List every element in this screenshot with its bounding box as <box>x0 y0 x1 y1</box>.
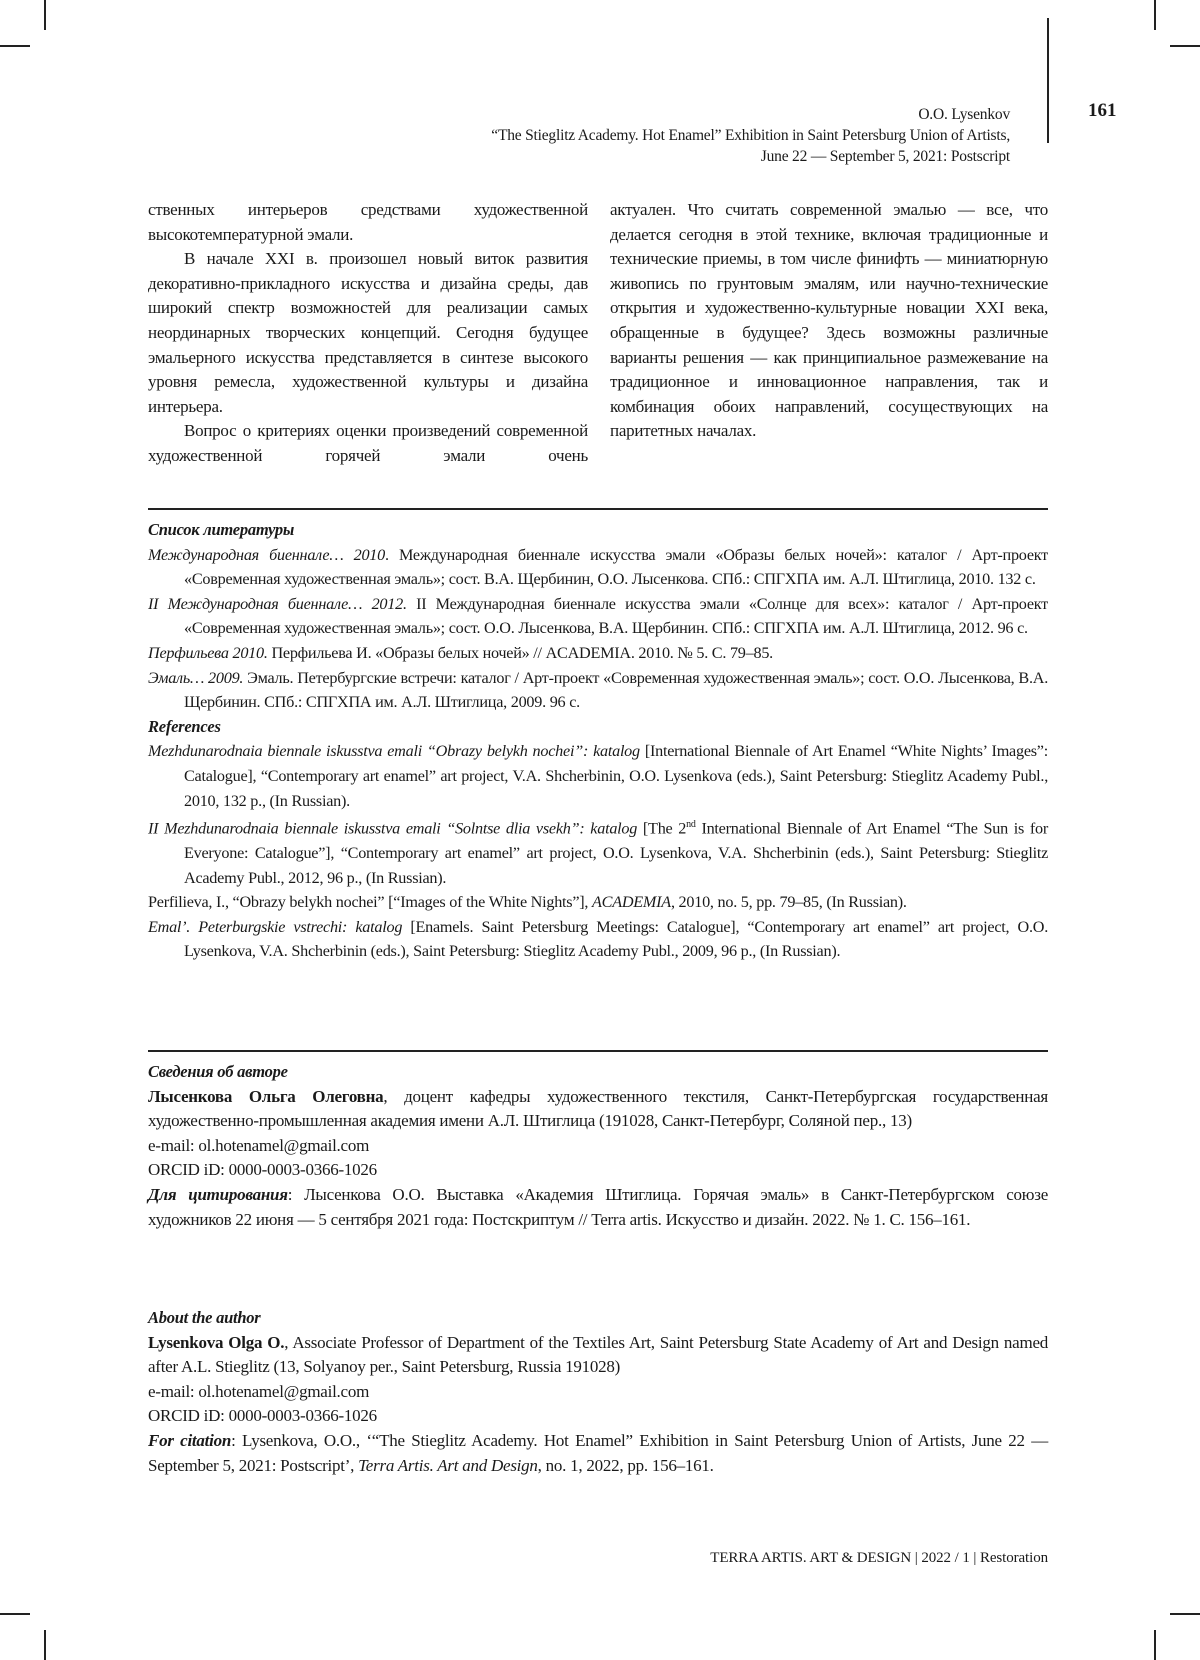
paragraph: ственных интерьеров средствами художественной высокотемпературной эмали. <box>148 198 588 247</box>
ref-title: ACADEMIA <box>592 893 671 911</box>
ref-title: Emal’. Peterburgskie vstrechi: katalog <box>148 918 402 936</box>
author-heading-ru: Сведения об авторе <box>148 1060 1048 1085</box>
author-orcid: ORCID iD: 0000-0003-0366-1026 <box>148 1158 1048 1183</box>
ref-text: [The 2 <box>637 820 686 838</box>
left-column <box>148 198 588 469</box>
citation-ru <box>148 1183 1048 1232</box>
author-orcid: ORCID iD: 0000-0003-0366-1026 <box>148 1404 1048 1429</box>
ref-short: II Международная биеннале… 2012. <box>148 595 407 613</box>
citation-label: For citation <box>148 1431 231 1450</box>
reference-item <box>148 543 1048 592</box>
reference-item <box>148 890 1048 915</box>
ref-sup: nd <box>686 819 696 830</box>
bibliography <box>148 518 1048 964</box>
literature-heading: Список литературы <box>148 518 1048 543</box>
reference-item <box>148 666 1048 715</box>
ref-short: Перфильева 2010. <box>148 644 268 662</box>
crop-mark <box>1170 45 1200 47</box>
ref-short: Эмаль… 2009. <box>148 669 243 687</box>
header-title-line2: June 22 — September 5, 2021: Postscript <box>491 146 1010 167</box>
ref-text: [Enamels. Saint Petersburg Meetings: Catalogue], “Contemporary art enamel” art project, O.O. Lysenkova, V.A. Shcherbinin (eds.), Saint Petersburg: Stieglitz Academy Publ., 2009, 96 p., (In Russian). <box>184 918 1048 961</box>
ref-text: . Международная биеннале искусства эмали «Образы белых ночей»: каталог / Арт-проект «Современная художественная эмаль»; сост. В.А. Щербинин, О.О. Лысенкова. СПб.: СПГХПА им. А.Л. Штиглица, 2010. 132 с. <box>184 546 1048 589</box>
ref-text: Эмаль. Петербургские встречи: каталог / Арт-проект «Современная художественная эмаль»; сост. О.О. Лысенкова, В.А. Щербинин. СПб.: СПГХПА им. А.Л. Штиглица, 2009. 96 с. <box>184 669 1048 712</box>
author-bio-en <box>148 1331 1048 1380</box>
ref-text: Perfilieva, I., “Obrazy belykh nochei” [“Images of the White Nights”], <box>148 893 592 911</box>
references-heading: References <box>148 715 1048 740</box>
section-divider <box>148 1050 1048 1052</box>
header-divider <box>1047 18 1049 143</box>
crop-mark <box>44 0 46 30</box>
author-heading-en: About the author <box>148 1306 1048 1331</box>
citation-text: : Лысенкова О.О. Выставка «Академия Штиглица. Горячая эмаль» в Санкт-Петербургском союзе художников 22 июня — 5 сентября 2021 года: Постскриптум // Terra artis. Искусство и дизайн. 2022. № 1. С. 156–161. <box>148 1185 1048 1229</box>
author-email[interactable]: e-mail: ol.hotenamel@gmail.com <box>148 1134 1048 1159</box>
crop-mark <box>1154 0 1156 30</box>
header-author: O.O. Lysenkov <box>491 104 1010 125</box>
reference-item <box>148 915 1048 964</box>
reference-item <box>148 592 1048 641</box>
reference-item <box>148 641 1048 666</box>
author-name: Лысенкова Ольга Олеговна <box>148 1087 383 1106</box>
right-column <box>610 198 1048 444</box>
running-footer: TERRA ARTIS. ART & DESIGN | 2022 / 1 | Restoration <box>710 1550 1048 1567</box>
crop-mark <box>0 1613 30 1615</box>
section-divider <box>148 508 1048 510</box>
footer-issue: 2022 / 1 <box>921 1550 969 1566</box>
paragraph: В начале XXI в. произошел новый виток развития декоративно-прикладного искусства и дизайна среды, дав широкий спектр возможностей для реализации самых неординарных творческих концепций. Сегодня будущее эмальерного искусства представляется в синтезе высокого уровня ремесла, художественной культуры и дизайна интерьера. <box>148 247 588 419</box>
ref-text: [International Biennale of Art Enamel “White Nights’ Images”: Catalogue], “Contemporary art enamel” art project, V.A. Shcherbinin, O.O. Lysenkova (eds.), Saint Petersburg: Stieglitz Academy Publ., 2010, 132 p., (In Russian). <box>184 742 1048 809</box>
header-title-line1: “The Stieglitz Academy. Hot Enamel” Exhibition in Saint Petersburg Union of Artists, <box>491 125 1010 146</box>
ref-text: International Biennale of Art Enamel “The Sun is for Everyone: Catalogue”], “Contemporary art enamel” art project, O.O. Lysenkova, V.A. Shcherbinin (eds.), Saint Petersburg: Stieglitz Academy Publ., 2012, 96 p., (In Russian). <box>184 820 1048 887</box>
author-info-en <box>148 1306 1048 1478</box>
ref-title: Mezhdunarodnaia biennale iskusstva emali “Obrazy belykh nochei”: katalog <box>148 742 640 760</box>
crop-mark <box>1154 1630 1156 1660</box>
reference-item <box>148 739 1048 813</box>
citation-en <box>148 1429 1048 1478</box>
crop-mark <box>0 45 30 47</box>
paragraph: Вопрос о критериях оценки произведений современной художественной горячей эмали очень <box>148 419 588 468</box>
page-number: 161 <box>1088 100 1117 122</box>
crop-mark <box>1170 1613 1200 1615</box>
author-bio-text: , доцент кафедры художественного текстиля, Санкт-Петербургская государственная художественно-промышленная академия имени А.Л. Штиглица (191028, Санкт-Петербург, Соляной пер., 13) <box>148 1087 1048 1131</box>
ref-text: , 2010, no. 5, pp. 79–85, (In Russian). <box>671 893 907 911</box>
running-header <box>491 104 1010 167</box>
citation-text: : Lysenkova, O.O., ‘“The Stieglitz Academy. Hot Enamel” Exhibition in Saint Petersburg Union of Artists, June 22 — September 5, 2021: Postscript’, <box>148 1431 1048 1475</box>
author-info-ru <box>148 1060 1048 1232</box>
reference-item <box>148 813 1048 890</box>
ref-text: Перфильева И. «Образы белых ночей» // ACADEMIA. 2010. № 5. С. 79–85. <box>268 644 773 662</box>
ref-short: Международная биеннале… 2010 <box>148 546 385 564</box>
author-email[interactable]: e-mail: ol.hotenamel@gmail.com <box>148 1380 1048 1405</box>
citation-label: Для цитирования <box>148 1185 288 1204</box>
author-name: Lysenkova Olga O. <box>148 1333 284 1352</box>
citation-journal: Terra Artis. Art and Design <box>358 1456 538 1475</box>
author-bio-ru <box>148 1085 1048 1134</box>
citation-text: , no. 1, 2022, pp. 156–161. <box>538 1456 714 1475</box>
paragraph: актуален. Что считать современной эмалью — все, что делается сегодня в этой технике, включая традиционные и технические приемы, в том числе финифть — миниатюрную живопись по грунтовым эмалям, или научно-технические открытия и художественно-культурные новации XXI века, обращенные в будущее? Здесь возможны различные варианты решения — как принципиальное размежевание на традиционное и инновационное направления, так и комбинация обоих направлений, сосуществующих на паритетных началах. <box>610 198 1048 444</box>
ref-text: II Международная биеннале искусства эмали «Солнце для всех»: каталог / Арт-проект «Современная художественная эмаль»; сост. О.О. Лысенкова, В.А. Щербинин. СПб.: СПГХПА им. А.Л. Штиглица, 2012. 96 с. <box>184 595 1048 638</box>
crop-mark <box>44 1630 46 1660</box>
author-bio-text: , Associate Professor of Department of the Textiles Art, Saint Petersburg State Academy of Art and Design named after A.L. Stieglitz (13, Solyanoy per., Saint Petersburg, Russia 191028) <box>148 1333 1048 1377</box>
footer-section: Restoration <box>980 1550 1048 1566</box>
ref-title: II Mezhdunarodnaia biennale iskusstva emali “Solntse dlia vsekh”: katalog <box>148 820 637 838</box>
footer-journal: TERRA ARTIS. ART & DESIGN <box>710 1550 911 1566</box>
